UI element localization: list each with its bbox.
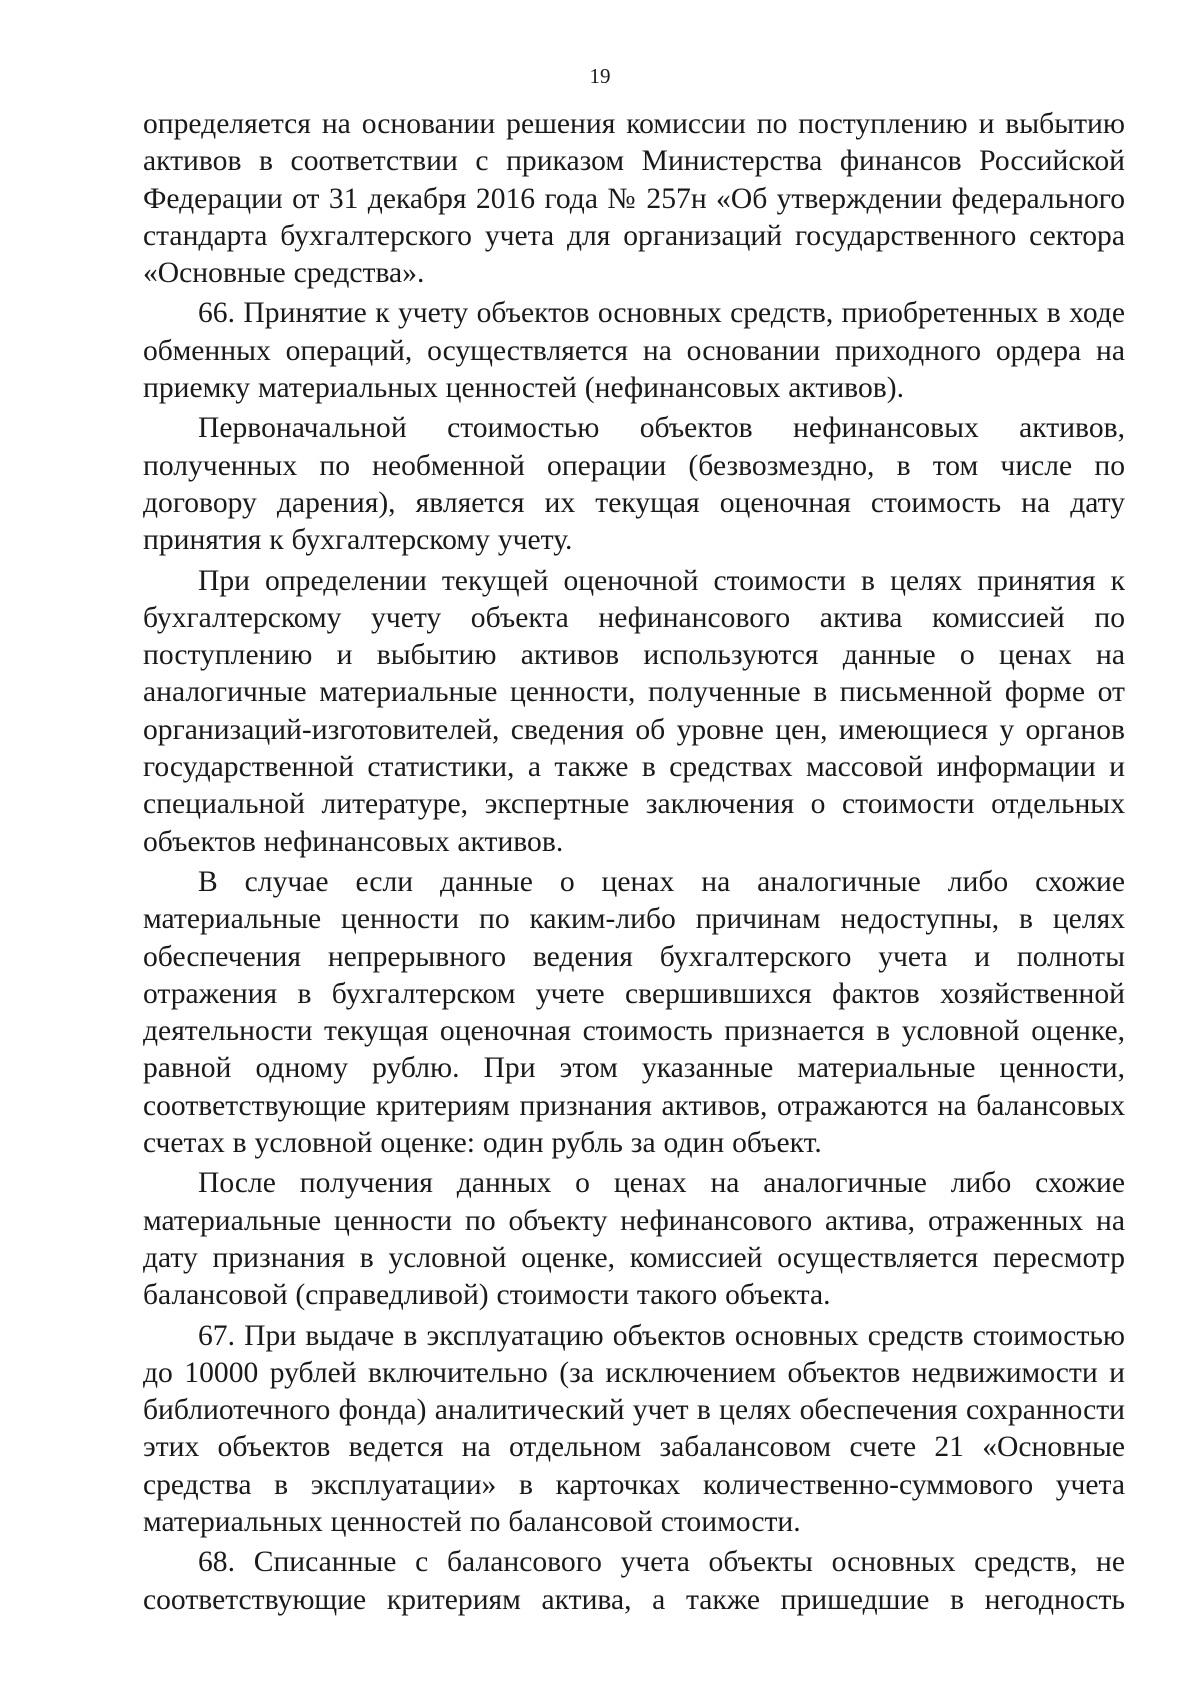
paragraph-current-value-determination: При определении текущей оценочной стоимости в целях принятия к бухгалтерскому учету объекта нефинансового актива комиссией по поступлению и выбытию активов используются данные о ценах на аналогичные материальные ценности, полученные в письменной форме от организаций-изготовителей, сведения об уровне цен, имеющиеся у органов государственной статистики, а также в средствах массовой информации и специальной литературе, экспертные заключения о стоимости отдельных объектов нефинансовых активов. <box>143 564 1125 858</box>
paragraph-66: 66. Принятие к учету объектов основных средств, приобретенных в ходе обменных операций, осуществляется на основании приходного ордера на приемку материальных ценностей (нефинансовых активов). <box>143 297 1125 405</box>
page-number: 19 <box>589 64 611 88</box>
paragraph-conditional-valuation: В случае если данные о ценах на аналогичные либо схожие материальные ценности по каким-либо причинам недоступны, в целях обеспечения непрерывного ведения бухгалтерского учета и полноты отражения в бухгалтерском учете свершившихся фактов хозяйственной деятельности текущая оценочная стоимость признается в условной оценке, равной одному рублю. При этом указанные материальные ценности, соответствующие критериям признания активов, отражаются на балансовых счетах в условной оценке: один рубль за один объект. <box>143 865 1125 1160</box>
paragraph-67: 67. При выдаче в эксплуатацию объектов основных средств стоимостью до 10000 рублей включительно (за исключением объектов недвижимости и библиотечного фонда) аналитический учет в целях обеспечения сохранности этих объектов ведется на отдельном забалансовом счете 21 «Основные средства в эксплуатации» в карточках количественно-суммового учета материальных ценностей по балансовой стоимости. <box>143 1319 1125 1538</box>
paragraph-68: 68. Списанные с балансового учета объекты основных средств, не соответствующие критериям актива, а также пришедшие в негодность <box>143 1546 1125 1616</box>
paragraph-continuation: определяется на основании решения комиссии по поступлению и выбытию активов в соответствии с приказом Министерства финансов Российской Федерации от 31 декабря 2016 года № 257н «Об утверждении федерального стандарта бухгалтерского учета для организаций государственного сектора «Основные средства». <box>143 108 1125 290</box>
paragraph-revaluation: После получения данных о ценах на аналогичные либо схожие материальные ценности по объекту нефинансового актива, отраженных на дату признания в условной оценке, комиссией осуществляется пересмотр балансовой (справедливой) стоимости такого объекта. <box>143 1167 1125 1312</box>
document-body <box>143 106 1125 1619</box>
paragraph-initial-cost: Первоначальной стоимостью объектов нефинансовых активов, полученных по необменной операции (безвозмездно, в том числе по договору дарения), является их текущая оценочная стоимость на дату принятия к бухгалтерскому учету. <box>143 412 1125 557</box>
